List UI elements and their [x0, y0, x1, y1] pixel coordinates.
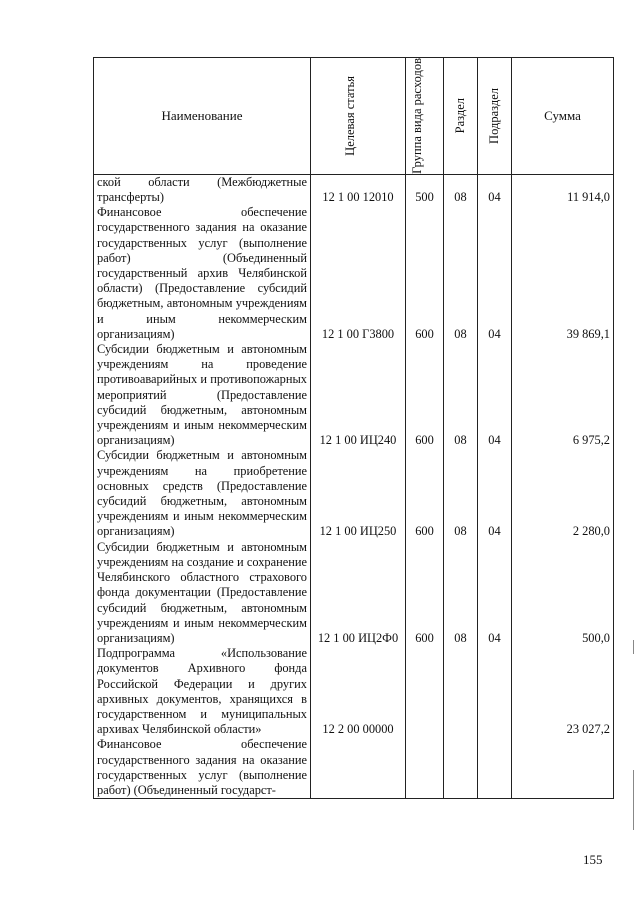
row-name: Субсидии бюджетным и автономным учреждениям на проведение противоаварийных и противопожарных мероприятий (Предоставление субсидий бюджетным, автономным учреждениям и иным некоммерческим организациям)	[94, 342, 311, 448]
scan-mark	[633, 770, 634, 830]
row-name: Подпрограмма «Использование документов Архивного фонда Российской Федерации и других архивных документов, хранящихся в государственном и муниципальных архивах Челябинской области»	[94, 646, 311, 737]
row-subsection: 04	[478, 448, 512, 539]
row-sum: 500,0	[512, 540, 614, 646]
row-sum	[512, 737, 614, 798]
row-group: 600	[406, 205, 444, 342]
row-section: 08	[444, 205, 478, 342]
row-subsection: 04	[478, 540, 512, 646]
row-section: 08	[444, 342, 478, 448]
row-name: ской области (Межбюджетные трансферты)	[94, 174, 311, 205]
row-target	[311, 737, 406, 798]
header-section-cell	[444, 58, 478, 175]
row-subsection	[478, 737, 512, 798]
header-section: Раздел	[453, 98, 467, 134]
row-target: 12 2 00 00000	[311, 646, 406, 737]
header-target-cell	[311, 58, 406, 175]
row-subsection: 04	[478, 174, 512, 205]
row-name: Финансовое обеспечение государственного задания на оказание государственных услуг (выполнение работ) (Объединенный государст-	[94, 737, 311, 798]
row-sum: 23 027,2	[512, 646, 614, 737]
row-section: 08	[444, 540, 478, 646]
scan-mark	[633, 640, 634, 654]
row-group	[406, 646, 444, 737]
row-group: 600	[406, 448, 444, 539]
row-name: Субсидии бюджетным и автономным учреждениям на создание и сохранение Челябинского областного страхового фонда документации (Предоставление субсидий бюджетным, автономным учреждениям и иным некоммерческим организациям)	[94, 540, 311, 646]
budget-table	[93, 57, 614, 799]
row-target: 12 1 00 12010	[311, 174, 406, 205]
row-sum: 2 280,0	[512, 448, 614, 539]
row-group	[406, 737, 444, 798]
header-target: Целевая статья	[343, 75, 357, 156]
row-name: Субсидии бюджетным и автономным учреждениям на приобретение основных средств (Предоставление субсидий бюджетным, автономным учреждениям и иным некоммерческим организациям)	[94, 448, 311, 539]
header-sum: Сумма	[512, 58, 614, 175]
table-header-row	[94, 58, 614, 175]
table-row	[94, 174, 614, 205]
row-target: 12 1 00 ИЦ250	[311, 448, 406, 539]
header-subsection-cell	[478, 58, 512, 175]
row-name: Финансовое обеспечение государственного задания на оказание государственных услуг (выполнение работ) (Объединенный государственный архив Челябинской области) (Предоставление субсидий бюджетным, автономным учреждениям и иным некоммерческим организациям)	[94, 205, 311, 342]
row-group: 500	[406, 174, 444, 205]
header-subsection: Подраздел	[487, 87, 501, 144]
row-target: 12 1 00 ИЦ2Ф0	[311, 540, 406, 646]
row-target: 12 1 00 ИЦ240	[311, 342, 406, 448]
header-expense-group: Группа вида расходов	[409, 58, 424, 174]
row-section	[444, 737, 478, 798]
row-group: 600	[406, 540, 444, 646]
row-section: 08	[444, 448, 478, 539]
table-row	[94, 448, 614, 539]
row-subsection: 04	[478, 205, 512, 342]
table-row	[94, 646, 614, 737]
header-expense-group-cell	[406, 58, 444, 175]
row-sum: 39 869,1	[512, 205, 614, 342]
table-row	[94, 205, 614, 342]
page-number: 155	[583, 852, 603, 867]
row-sum: 11 914,0	[512, 174, 614, 205]
row-group: 600	[406, 342, 444, 448]
table-row	[94, 540, 614, 646]
row-section: 08	[444, 174, 478, 205]
row-section	[444, 646, 478, 737]
row-sum: 6 975,2	[512, 342, 614, 448]
table-row	[94, 342, 614, 448]
row-subsection: 04	[478, 342, 512, 448]
header-name: Наименование	[94, 58, 311, 175]
row-subsection	[478, 646, 512, 737]
row-target: 12 1 00 Г3800	[311, 205, 406, 342]
table-row	[94, 737, 614, 798]
